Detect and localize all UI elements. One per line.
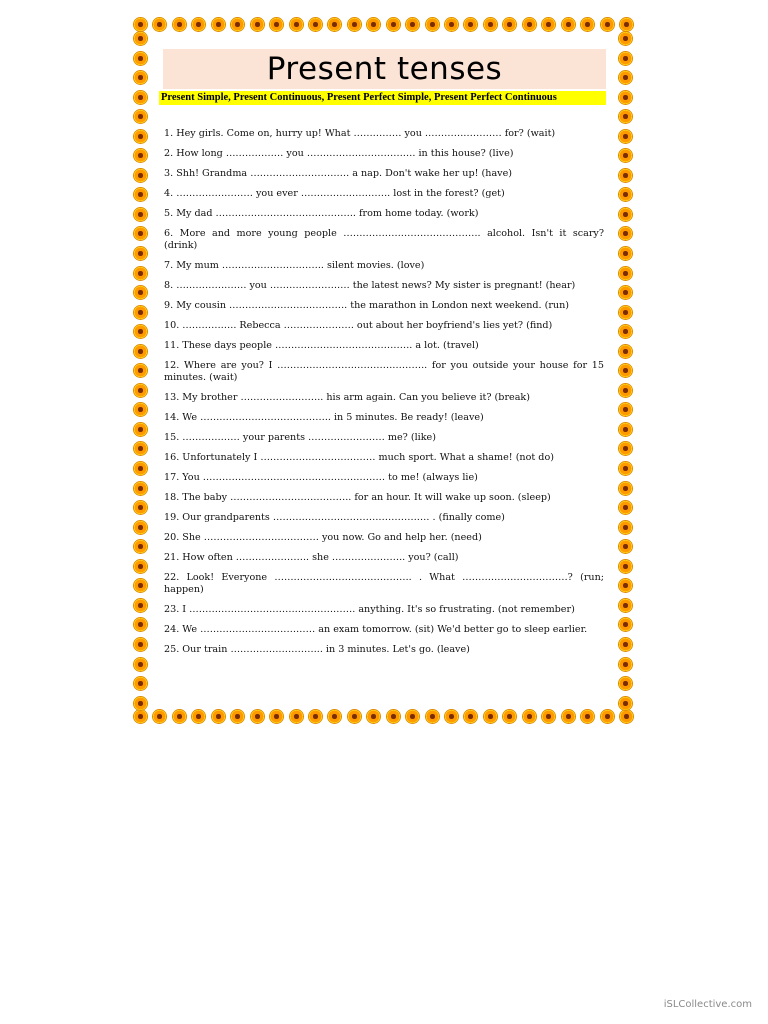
sun-flower-icon — [270, 710, 283, 723]
sun-flower-icon — [619, 579, 632, 592]
sun-flower-icon — [619, 501, 632, 514]
sun-flower-icon — [619, 149, 632, 162]
sun-flower-icon — [619, 71, 632, 84]
exercise-item: 5. My dad …………………………………….. from home today. (work) — [164, 208, 479, 219]
sun-flower-icon — [619, 540, 632, 553]
sun-flower-icon — [134, 227, 147, 240]
sun-flower-icon — [464, 18, 477, 31]
sun-flower-icon — [619, 188, 632, 201]
sun-flower-icon — [134, 403, 147, 416]
sun-flower-icon — [134, 169, 147, 182]
sun-flower-icon — [134, 560, 147, 573]
exercise-item: 20. She ……………………………… you now. Go and help her. (need) — [164, 532, 482, 543]
sun-flower-icon — [134, 52, 147, 65]
sun-flower-icon — [523, 710, 536, 723]
exercise-list — [164, 128, 604, 656]
sun-flower-icon — [367, 710, 380, 723]
sun-flower-icon — [619, 306, 632, 319]
sun-flower-icon — [581, 18, 594, 31]
exercise-item: 2. How long ……………… you ……………………………. in this house? (live) — [164, 148, 514, 159]
sun-flower-icon — [619, 482, 632, 495]
sun-flower-icon — [619, 130, 632, 143]
sun-flower-icon — [619, 599, 632, 612]
sun-flower-icon — [134, 364, 147, 377]
sun-flower-icon — [601, 18, 614, 31]
sun-flower-icon — [619, 403, 632, 416]
sun-flower-icon — [134, 286, 147, 299]
sun-border-bottom — [134, 710, 633, 724]
sun-flower-icon — [426, 18, 439, 31]
sun-flower-icon — [134, 423, 147, 436]
sun-flower-icon — [562, 710, 575, 723]
title-box — [163, 49, 606, 89]
sun-flower-icon — [367, 18, 380, 31]
sun-flower-icon — [270, 18, 283, 31]
sun-flower-icon — [134, 638, 147, 651]
exercise-item: 9. My cousin ………………………………. the marathon in London next weekend. (run) — [164, 300, 570, 311]
exercise-item: 19. Our grandparents …………………………………………. . (finally come) — [164, 512, 505, 523]
sun-flower-icon — [445, 710, 458, 723]
sun-flower-icon — [619, 697, 632, 710]
sun-flower-icon — [503, 18, 516, 31]
sun-flower-icon — [619, 677, 632, 690]
sun-flower-icon — [619, 462, 632, 475]
sun-flower-icon — [153, 18, 166, 31]
sun-flower-icon — [134, 599, 147, 612]
sun-flower-icon — [562, 18, 575, 31]
exercise-item: 11. These days people ……………………………………. a lot. (travel) — [164, 340, 479, 351]
sun-flower-icon — [464, 710, 477, 723]
sun-flower-icon — [134, 18, 147, 31]
sun-flower-icon — [619, 638, 632, 651]
sun-flower-icon — [328, 710, 341, 723]
sun-flower-icon — [134, 247, 147, 260]
sun-flower-icon — [426, 710, 439, 723]
sun-flower-icon — [134, 325, 147, 338]
sun-flower-icon — [251, 710, 264, 723]
exercise-item: 10. …………….. Rebecca …………………. out about her boyfriend's lies yet? (find) — [164, 320, 553, 331]
sun-flower-icon — [619, 227, 632, 240]
sun-flower-icon — [619, 658, 632, 671]
sun-flower-icon — [619, 91, 632, 104]
exercise-item: 12. Where are you? I ……………………………………….. for you outside your house for 15 minutes. (wait) — [164, 360, 604, 383]
sun-flower-icon — [619, 286, 632, 299]
sun-flower-icon — [484, 710, 497, 723]
sun-flower-icon — [619, 618, 632, 631]
sun-border-left — [134, 32, 148, 710]
sun-border-right — [619, 32, 633, 710]
sun-flower-icon — [619, 325, 632, 338]
sun-flower-icon — [134, 71, 147, 84]
sun-flower-icon — [523, 18, 536, 31]
exercise-item: 7. My mum ………………………….. silent movies. (love) — [164, 260, 425, 271]
sun-flower-icon — [134, 110, 147, 123]
sun-flower-icon — [387, 710, 400, 723]
sun-flower-icon — [212, 710, 225, 723]
sun-flower-icon — [328, 18, 341, 31]
exercise-item: 17. You ………………………………………………… to me! (always lie) — [164, 472, 478, 483]
sun-flower-icon — [619, 247, 632, 260]
exercise-item: 24. We ……………………………… an exam tomorrow. (sit) We'd better go to sleep earlier. — [164, 624, 588, 635]
sun-border-top — [134, 18, 633, 32]
sun-flower-icon — [620, 710, 633, 723]
sun-flower-icon — [348, 18, 361, 31]
sun-flower-icon — [192, 18, 205, 31]
sun-flower-icon — [619, 364, 632, 377]
sun-flower-icon — [503, 710, 516, 723]
sun-flower-icon — [387, 18, 400, 31]
sun-flower-icon — [619, 442, 632, 455]
sun-flower-icon — [309, 18, 322, 31]
sun-flower-icon — [619, 384, 632, 397]
sun-flower-icon — [134, 462, 147, 475]
sun-flower-icon — [134, 697, 147, 710]
sun-flower-icon — [290, 710, 303, 723]
sun-flower-icon — [134, 267, 147, 280]
exercise-item: 15. ……………… your parents …………………… me? (like) — [164, 432, 436, 443]
sun-flower-icon — [134, 130, 147, 143]
sun-flower-icon — [581, 710, 594, 723]
exercise-item: 13. My brother …………………….. his arm again. Can you believe it? (break) — [164, 392, 530, 403]
sun-flower-icon — [134, 306, 147, 319]
sun-flower-icon — [601, 710, 614, 723]
exercise-item: 16. Unfortunately I ……………………………… much sport. What a shame! (not do) — [164, 452, 554, 463]
exercise-item: 14. We ………………………………….. in 5 minutes. Be ready! (leave) — [164, 412, 484, 423]
exercise-item: 18. The baby ……………………………….. for an hour. It will wake up soon. (sleep) — [164, 492, 551, 503]
page-title: Present tenses — [266, 51, 503, 87]
exercise-item: 1. Hey girls. Come on, hurry up! What …………… you …………………… for? (wait) — [164, 128, 556, 139]
sun-flower-icon — [134, 521, 147, 534]
sun-flower-icon — [134, 91, 147, 104]
sun-flower-icon — [620, 18, 633, 31]
sun-flower-icon — [134, 149, 147, 162]
sun-flower-icon — [619, 52, 632, 65]
sun-flower-icon — [134, 384, 147, 397]
sun-flower-icon — [484, 18, 497, 31]
sun-flower-icon — [619, 110, 632, 123]
sun-flower-icon — [542, 18, 555, 31]
sun-flower-icon — [619, 560, 632, 573]
sun-flower-icon — [134, 710, 147, 723]
sun-flower-icon — [134, 540, 147, 553]
sun-flower-icon — [134, 677, 147, 690]
worksheet-page — [134, 18, 633, 724]
sun-flower-icon — [134, 482, 147, 495]
sun-flower-icon — [134, 208, 147, 221]
sun-flower-icon — [134, 32, 147, 45]
sun-flower-icon — [619, 423, 632, 436]
sun-flower-icon — [134, 501, 147, 514]
sun-flower-icon — [290, 18, 303, 31]
sun-flower-icon — [445, 18, 458, 31]
sun-flower-icon — [542, 710, 555, 723]
subtitle-banner: Present Simple, Present Continuous, Present Perfect Simple, Present Perfect Continuous — [159, 91, 606, 105]
sun-flower-icon — [134, 345, 147, 358]
sun-flower-icon — [173, 18, 186, 31]
exercise-item: 8. …………………. you ……………………. the latest news? My sister is pregnant! (hear) — [164, 280, 576, 291]
sun-flower-icon — [251, 18, 264, 31]
sun-flower-icon — [348, 710, 361, 723]
sun-flower-icon — [212, 18, 225, 31]
sun-flower-icon — [619, 208, 632, 221]
sun-flower-icon — [153, 710, 166, 723]
sun-flower-icon — [231, 710, 244, 723]
sun-flower-icon — [619, 267, 632, 280]
sun-flower-icon — [619, 32, 632, 45]
sun-flower-icon — [406, 18, 419, 31]
sun-flower-icon — [619, 345, 632, 358]
exercise-item: 25. Our train ……………………….. in 3 minutes. Let's go. (leave) — [164, 644, 470, 655]
sun-flower-icon — [134, 579, 147, 592]
sun-flower-icon — [173, 710, 186, 723]
exercise-item: 21. How often ………………….. she ………………….. you? (call) — [164, 552, 459, 563]
sun-flower-icon — [619, 169, 632, 182]
sun-flower-icon — [134, 188, 147, 201]
watermark: iSLCollective.com — [663, 999, 752, 1010]
exercise-item: 4. …………………… you ever ………………………. lost in the forest? (get) — [164, 188, 505, 199]
sun-flower-icon — [309, 710, 322, 723]
sun-flower-icon — [406, 710, 419, 723]
exercise-item: 3. Shh! Grandma …………………………. a nap. Don't wake her up! (have) — [164, 168, 512, 179]
sun-flower-icon — [619, 521, 632, 534]
sun-flower-icon — [134, 658, 147, 671]
sun-flower-icon — [231, 18, 244, 31]
exercise-item: 23. I ……………………………………………. anything. It's so frustrating. (not remember) — [164, 604, 575, 615]
exercise-item: 22. Look! Everyone ……………………………………. . What ……………………………? (run; happen) — [164, 572, 604, 595]
exercise-item: 6. More and more young people ……………………………………. alcohol. Isn't it scary? (drink) — [164, 228, 604, 251]
sun-flower-icon — [134, 442, 147, 455]
sun-flower-icon — [134, 618, 147, 631]
sun-flower-icon — [192, 710, 205, 723]
